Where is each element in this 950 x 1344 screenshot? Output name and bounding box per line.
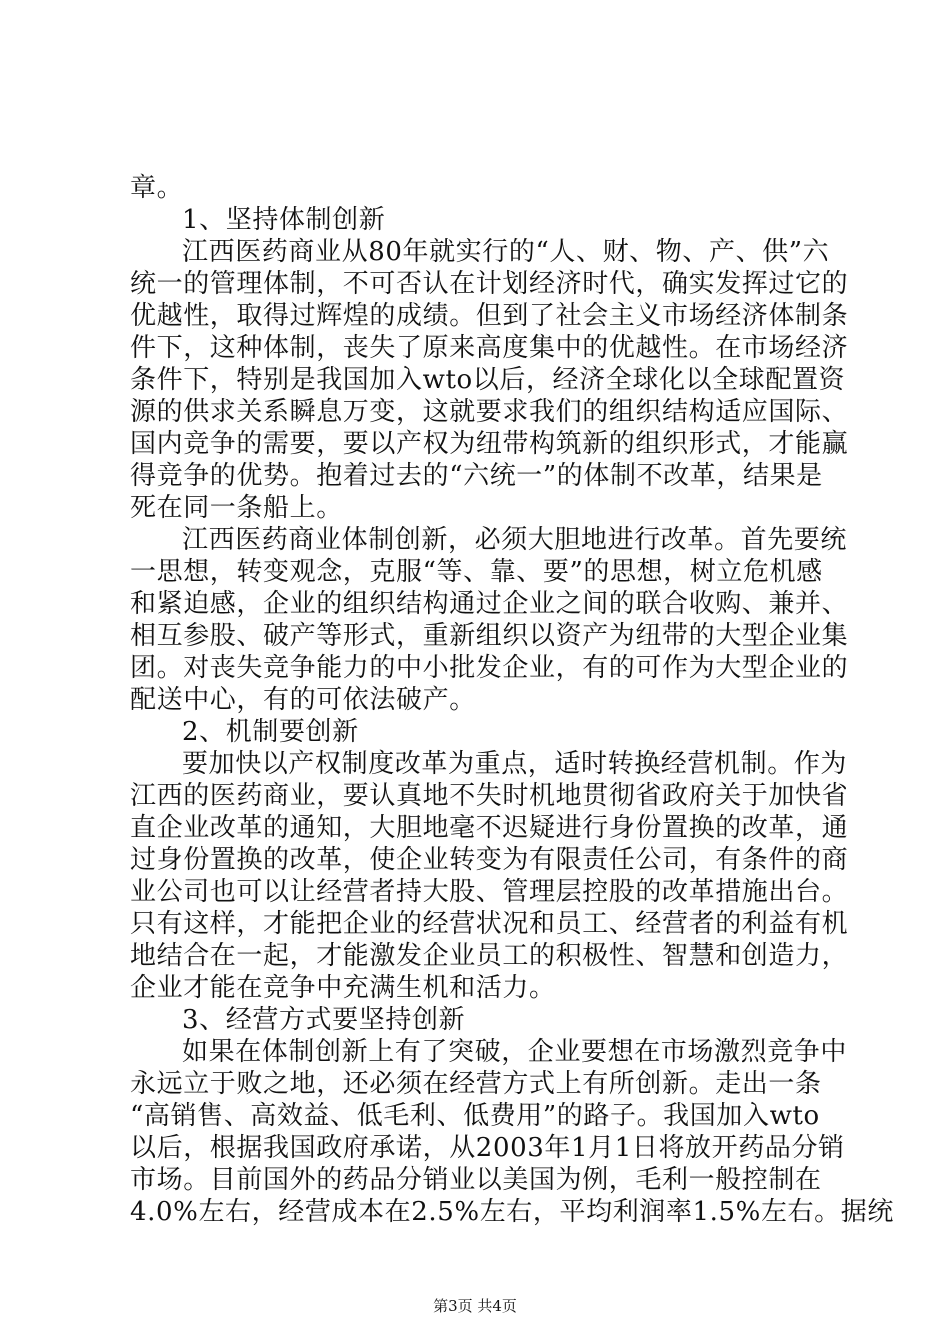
- text-line: 业公司也可以让经营者持大股、管理层控股的改革措施出台。: [130, 877, 849, 907]
- section-heading-3: 3、经营方式要坚持创新: [182, 1005, 466, 1035]
- text-line: 永远立于败之地，还必须在经营方式上有所创新。走出一条: [130, 1069, 822, 1099]
- text-line: 市场。目前国外的药品分销业以美国为例，毛利一般控制在: [130, 1165, 822, 1195]
- text-line: 直企业改革的通知，大胆地毫不迟疑进行身份置换的改革，通: [130, 813, 849, 843]
- paragraph-line: 要加快以产权制度改革为重点，适时转换经营机制。作为: [182, 749, 848, 779]
- text-line: 过身份置换的改革，使企业转变为有限责任公司，有条件的商: [130, 845, 849, 875]
- text-line: 条件下，特别是我国加入wto以后，经济全球化以全球配置资: [130, 365, 846, 395]
- text-line: 只有这样，才能把企业的经营状况和员工、经营者的利益有机: [130, 909, 849, 939]
- text-line: 江西的医药商业，要认真地不失时机地贯彻省政府关于加快省: [130, 781, 849, 811]
- text-line: 地结合在一起，才能激发企业员工的积极性、智慧和创造力，: [130, 941, 849, 971]
- text-line: 优越性，取得过辉煌的成绩。但到了社会主义市场经济体制条: [130, 301, 849, 331]
- text-line: 配送中心，有的可依法破产。: [130, 685, 476, 715]
- paragraph-line: 江西医药商业从80年就实行的“人、财、物、产、供”六: [182, 237, 830, 267]
- text-line: 以后，根据我国政府承诺，从2003年1月1日将放开药品分销: [130, 1133, 845, 1163]
- text-line: 件下，这种体制，丧失了原来高度集中的优越性。在市场经济: [130, 333, 849, 363]
- text-line: 4.0%左右，经营成本在2.5%左右，平均利润率1.5%左右。据统: [130, 1197, 894, 1227]
- text-line: 相互参股、破产等形式，重新组织以资产为纽带的大型企业集: [130, 621, 849, 651]
- page-footer: 第3页 共4页: [433, 1297, 517, 1315]
- paragraph-line: 如果在体制创新上有了突破，企业要想在市场激烈竞争中: [182, 1037, 848, 1067]
- text-line: 团。对丧失竞争能力的中小批发企业，有的可作为大型企业的: [130, 653, 849, 683]
- section-heading-2: 2、机制要创新: [182, 717, 359, 747]
- document-body: [130, 172, 894, 1228]
- text-line: 和紧迫感，企业的组织结构通过企业之间的联合收购、兼并、: [130, 589, 849, 619]
- text-line: 章。: [130, 173, 184, 203]
- text-line: 国内竞争的需要，要以产权为纽带构筑新的组织形式，才能赢: [130, 429, 849, 459]
- text-line: 得竞争的优势。抱着过去的“六统一”的体制不改革，结果是: [130, 461, 823, 491]
- section-heading-1: 1、坚持体制创新: [182, 205, 386, 235]
- text-line: 统一的管理体制，不可否认在计划经济时代，确实发挥过它的: [130, 269, 849, 299]
- text-line: 企业才能在竞争中充满生机和活力。: [130, 973, 556, 1003]
- paragraph-line: 江西医药商业体制创新，必须大胆地进行改革。首先要统: [182, 525, 848, 555]
- text-line: “高销售、高效益、低毛利、低费用”的路子。我国加入wto: [130, 1101, 820, 1131]
- text-line: 死在同一条船上。: [130, 493, 343, 523]
- text-line: 一思想，转变观念，克服“等、靠、要”的思想，树立危机感: [130, 557, 823, 587]
- text-line: 源的供求关系瞬息万变，这就要求我们的组织结构适应国际、: [130, 397, 849, 427]
